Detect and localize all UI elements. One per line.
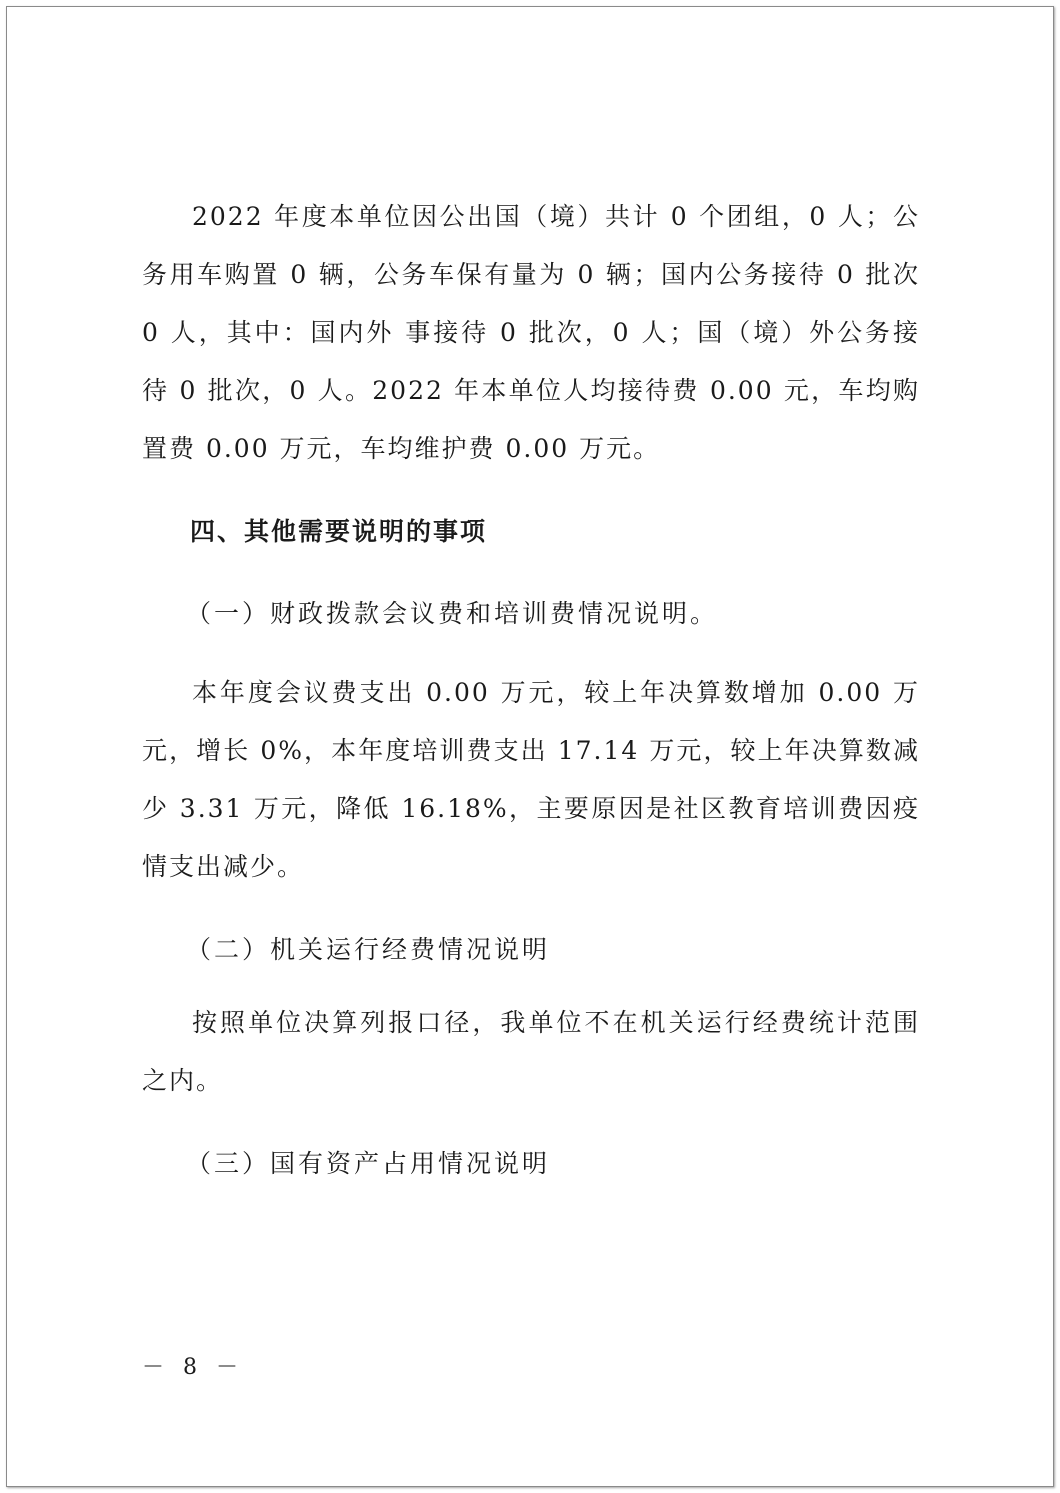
paragraph-meeting-training-fees: 本年度会议费支出 0.00 万元，较上年决算数增加 0.00 万元，增长 0%，本年度培训费支出 17.14 万元，较上年决算数减少 3.31 万元，降低 16.18%，主要原因是社区教育培训费因疫情支出减少。: [142, 678, 920, 881]
subsection-heading-operating-expenses: （二）机关运行经费情况说明: [186, 935, 551, 964]
page-number: － 8 －: [142, 1355, 244, 1380]
section-heading-other-matters: 四、其他需要说明的事项: [190, 517, 488, 546]
subsection-heading-meeting-training-fees: （一）财政拨款会议费和培训费情况说明。: [186, 599, 719, 628]
subsection-heading-state-assets: （三）国有资产占用情况说明: [186, 1149, 551, 1178]
paragraph-foreign-travel-vehicles-reception: 2022 年度本单位因公出国（境）共计 0 个团组，0 人；公务用车购置 0 辆，公务车保有量为 0 辆；国内公务接待 0 批次 0 人，其中：国内外 事接待 0 批次，0 人；国（境）外公务接待 0 批次，0 人。2022 年本单位人均接待费 0.00 元，车均购置费 0.00 万元，车均维护费 0.00 万元。: [142, 202, 920, 463]
paragraph-operating-expenses: 按照单位决算列报口径，我单位不在机关运行经费统计范围之内。: [142, 1008, 920, 1095]
